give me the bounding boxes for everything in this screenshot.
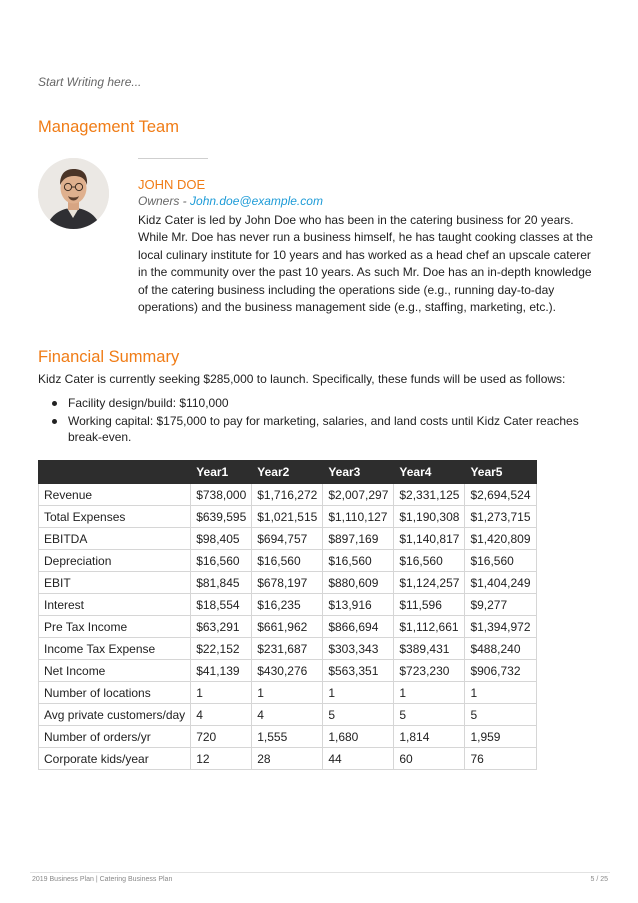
table-cell: 1,680 — [323, 726, 394, 748]
table-cell: 5 — [394, 704, 465, 726]
table-row — [39, 726, 537, 748]
table-cell: $1,110,127 — [323, 506, 394, 528]
table-cell: 1,814 — [394, 726, 465, 748]
table-cell: $661,962 — [252, 616, 323, 638]
table-cell: $1,273,715 — [465, 506, 536, 528]
row-label: Avg private customers/day — [39, 704, 191, 726]
financial-table — [38, 460, 537, 770]
table-cell: 1,555 — [252, 726, 323, 748]
table-row — [39, 528, 537, 550]
table-cell: 1 — [465, 682, 536, 704]
table-cell: $678,197 — [252, 572, 323, 594]
table-cell: $1,190,308 — [394, 506, 465, 528]
row-label: Number of orders/yr — [39, 726, 191, 748]
row-label: EBIT — [39, 572, 191, 594]
table-cell: $1,112,661 — [394, 616, 465, 638]
table-cell: $2,007,297 — [323, 484, 394, 506]
table-cell: $11,596 — [394, 594, 465, 616]
table-row — [39, 682, 537, 704]
table-cell: $98,405 — [191, 528, 252, 550]
table-cell: 1,959 — [465, 726, 536, 748]
table-row — [39, 748, 537, 770]
row-label: Pre Tax Income — [39, 616, 191, 638]
table-cell: 76 — [465, 748, 536, 770]
table-cell: $1,404,249 — [465, 572, 536, 594]
table-cell: 1 — [252, 682, 323, 704]
table-cell: $866,694 — [323, 616, 394, 638]
member-role-label: Owners - — [138, 194, 191, 208]
table-cell: $16,560 — [191, 550, 252, 572]
column-header — [39, 461, 191, 484]
table-cell: $1,124,257 — [394, 572, 465, 594]
table-cell: $81,845 — [191, 572, 252, 594]
table-cell: $389,431 — [394, 638, 465, 660]
column-header: Year2 — [252, 461, 323, 484]
footer-divider — [30, 872, 610, 873]
column-header: Year1 — [191, 461, 252, 484]
member-name: JOHN DOE — [138, 177, 206, 192]
row-label: Number of locations — [39, 682, 191, 704]
row-label: EBITDA — [39, 528, 191, 550]
table-cell: 60 — [394, 748, 465, 770]
table-row — [39, 660, 537, 682]
column-header: Year4 — [394, 461, 465, 484]
intro-placeholder: Start Writing here... — [38, 75, 142, 89]
table-row — [39, 594, 537, 616]
table-cell: $16,560 — [465, 550, 536, 572]
list-item: Facility design/build: $110,000 — [38, 395, 598, 412]
divider — [138, 158, 208, 159]
table-cell: $1,140,817 — [394, 528, 465, 550]
member-email-link[interactable]: John.doe@example.com — [190, 194, 323, 208]
row-label: Revenue — [39, 484, 191, 506]
avatar — [38, 158, 109, 229]
table-cell: $694,757 — [252, 528, 323, 550]
table-cell: $897,169 — [323, 528, 394, 550]
table-cell: $738,000 — [191, 484, 252, 506]
table-cell: $22,152 — [191, 638, 252, 660]
table-cell: $63,291 — [191, 616, 252, 638]
table-cell: $303,343 — [323, 638, 394, 660]
table-cell: $41,139 — [191, 660, 252, 682]
management-team-heading: Management Team — [38, 118, 179, 136]
table-cell: $430,276 — [252, 660, 323, 682]
row-label: Corporate kids/year — [39, 748, 191, 770]
table-cell: 5 — [323, 704, 394, 726]
table-cell: $16,560 — [323, 550, 394, 572]
table-cell: $488,240 — [465, 638, 536, 660]
table-cell: 1 — [394, 682, 465, 704]
table-cell: $231,687 — [252, 638, 323, 660]
table-header-row — [39, 461, 537, 484]
table-cell: $563,351 — [323, 660, 394, 682]
table-cell: 720 — [191, 726, 252, 748]
row-label: Interest — [39, 594, 191, 616]
row-label: Depreciation — [39, 550, 191, 572]
table-cell: $880,609 — [323, 572, 394, 594]
person-portrait-icon — [38, 158, 109, 229]
financial-intro: Kidz Cater is currently seeking $285,000 to launch. Specifically, these funds will be used as follows: — [38, 372, 566, 386]
table-cell: $1,394,972 — [465, 616, 536, 638]
table-cell: $723,230 — [394, 660, 465, 682]
column-header: Year3 — [323, 461, 394, 484]
table-cell: 44 — [323, 748, 394, 770]
table-cell: 1 — [323, 682, 394, 704]
member-role — [138, 194, 323, 208]
table-cell: $18,554 — [191, 594, 252, 616]
funding-list — [38, 395, 598, 447]
column-header: Year5 — [465, 461, 536, 484]
table-row — [39, 506, 537, 528]
table-row — [39, 572, 537, 594]
member-bio: Kidz Cater is led by John Doe who has been in the catering business for 20 years. While Mr. Doe has never run a business himself, he has taught cooking classes at the local culinary institute for 10 years and has worked as a head chef an upscale caterer in the community over the past 10 years. As such Mr. Doe has an in-depth knowledge of the catering business including the operations side (e.g., running day-to-day operations) and the business management side (e.g., staffing, marketing, etc.). — [138, 213, 593, 315]
row-label: Income Tax Expense — [39, 638, 191, 660]
table-row — [39, 550, 537, 572]
table-cell: $1,716,272 — [252, 484, 323, 506]
table-row — [39, 484, 537, 506]
row-label: Total Expenses — [39, 506, 191, 528]
table-cell: 12 — [191, 748, 252, 770]
table-cell: $16,560 — [252, 550, 323, 572]
table-cell: 28 — [252, 748, 323, 770]
footer-title: 2019 Business Plan | Catering Business Plan — [32, 876, 173, 883]
page-number: 5 / 25 — [590, 876, 608, 883]
table-cell: $13,916 — [323, 594, 394, 616]
table-cell: $9,277 — [465, 594, 536, 616]
table-cell: $2,331,125 — [394, 484, 465, 506]
list-item: Working capital: $175,000 to pay for marketing, salaries, and land costs until Kidz Cater reaches break-even. — [38, 413, 598, 446]
table-cell: 4 — [191, 704, 252, 726]
table-cell: 4 — [252, 704, 323, 726]
table-cell: 5 — [465, 704, 536, 726]
table-cell: $2,694,524 — [465, 484, 536, 506]
table-row — [39, 616, 537, 638]
row-label: Net Income — [39, 660, 191, 682]
financial-summary-heading: Financial Summary — [38, 348, 180, 366]
table-cell: $906,732 — [465, 660, 536, 682]
table-cell: $639,595 — [191, 506, 252, 528]
table-cell: 1 — [191, 682, 252, 704]
table-cell: $1,021,515 — [252, 506, 323, 528]
table-cell: $16,560 — [394, 550, 465, 572]
table-row — [39, 704, 537, 726]
table-cell: $1,420,809 — [465, 528, 536, 550]
table-cell: $16,235 — [252, 594, 323, 616]
table-row — [39, 638, 537, 660]
